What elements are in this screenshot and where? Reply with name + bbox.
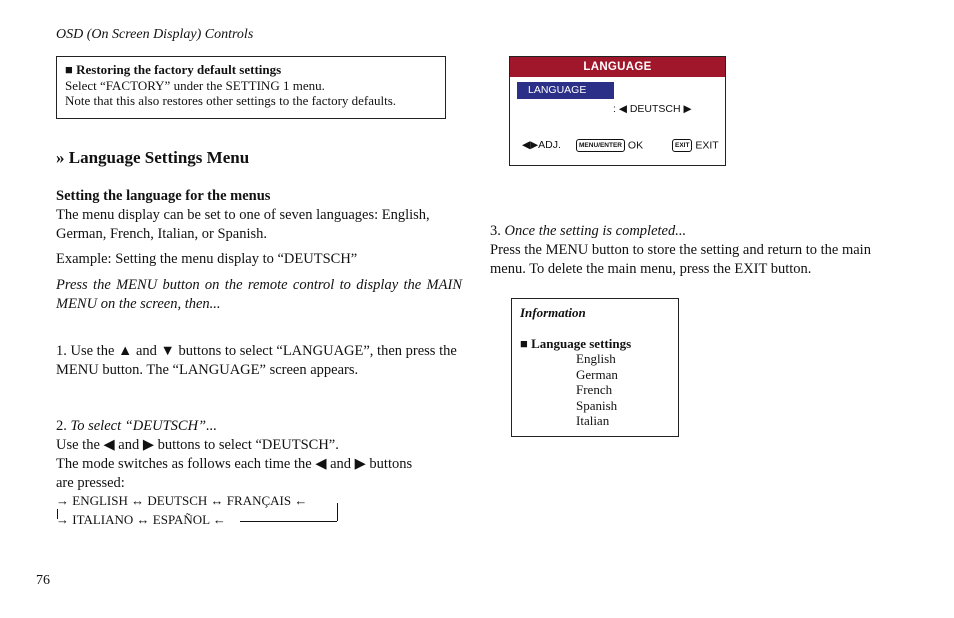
step-3-title — [490, 222, 686, 241]
exit-key-icon: EXIT — [672, 139, 692, 152]
example-line: Example: Setting the menu display to “DEUTSCH” — [56, 251, 358, 267]
information-box — [511, 298, 679, 437]
step-3-body: Press the MENU button to store the setting and return to the main menu. To delete the main menu, press the EXIT button. — [490, 242, 871, 277]
language-item: English — [576, 351, 616, 366]
step-2-line: are pressed: — [56, 475, 125, 491]
section-title: » Language Settings Menu — [56, 148, 250, 167]
osd-adjust-hint: ◀▶ADJ. — [522, 139, 561, 151]
step-number: 3. — [490, 223, 505, 239]
language-osd-screen — [509, 56, 726, 166]
cycle-loop-line-right — [337, 503, 338, 521]
note-line: Note that this also restores other settings to the factory defaults. — [65, 93, 397, 108]
step-2-heading: To select “DEUTSCH”... — [70, 418, 218, 434]
osd-exit-hint — [672, 139, 719, 152]
osd-title: LANGUAGE — [510, 57, 725, 77]
step-number: 2. — [56, 418, 71, 434]
press-menu-instruction: Press the MENU button on the remote control to display the MAIN MENU on the screen, then... — [56, 277, 462, 312]
intro-paragraph: The menu display can be set to one of seven languages: English, German, French, Italian, or Spanish. — [56, 207, 430, 242]
step-2-line: Use the ◀ and ▶ buttons to select “DEUTSCH”. — [56, 437, 339, 453]
page-header: OSD (On Screen Display) Controls — [56, 27, 254, 42]
info-heading: ■ Language settings — [520, 335, 632, 351]
osd-exit-label: EXIT — [695, 139, 719, 152]
page-number: 76 — [36, 573, 50, 588]
osd-ok-label: OK — [627, 139, 644, 152]
osd-selected-item: LANGUAGE — [517, 82, 614, 99]
language-cycle-row-2: → ITALIANO ↔ ESPAÑOL ← — [56, 512, 226, 527]
menu-enter-key-icon: MENU/ENTER — [576, 139, 625, 152]
language-item: Italian — [576, 413, 610, 428]
note-title: ■ Restoring the factory default settings — [65, 62, 282, 77]
step-2-title — [56, 417, 217, 436]
osd-value: : ◀ DEUTSCH ▶ — [613, 103, 692, 115]
cycle-loop-line-bottom — [240, 521, 337, 522]
step-2-line: The mode switches as follows each time the ◀ and ▶ buttons — [56, 456, 413, 472]
osd-ok-hint — [576, 139, 643, 152]
factory-reset-note — [56, 56, 446, 119]
language-item: French — [576, 382, 613, 397]
language-cycle-row-1: → ENGLISH ↔ DEUTSCH ↔ FRANÇAIS ← — [56, 493, 308, 508]
step-1: 1. Use the ▲ and ▼ buttons to select “LANGUAGE”, then press the MENU button. The “LANGUAGE” screen appears. — [56, 343, 457, 378]
note-line: Select “FACTORY” under the SETTING 1 menu. — [65, 77, 325, 93]
language-item: Spanish — [576, 397, 618, 413]
info-title: Information — [520, 305, 586, 320]
language-item: German — [576, 366, 618, 382]
step-3-heading: Once the setting is completed... — [504, 223, 687, 239]
language-list — [520, 351, 670, 429]
subheading: Setting the language for the menus — [56, 188, 271, 204]
cycle-loop-line-left — [57, 509, 58, 519]
